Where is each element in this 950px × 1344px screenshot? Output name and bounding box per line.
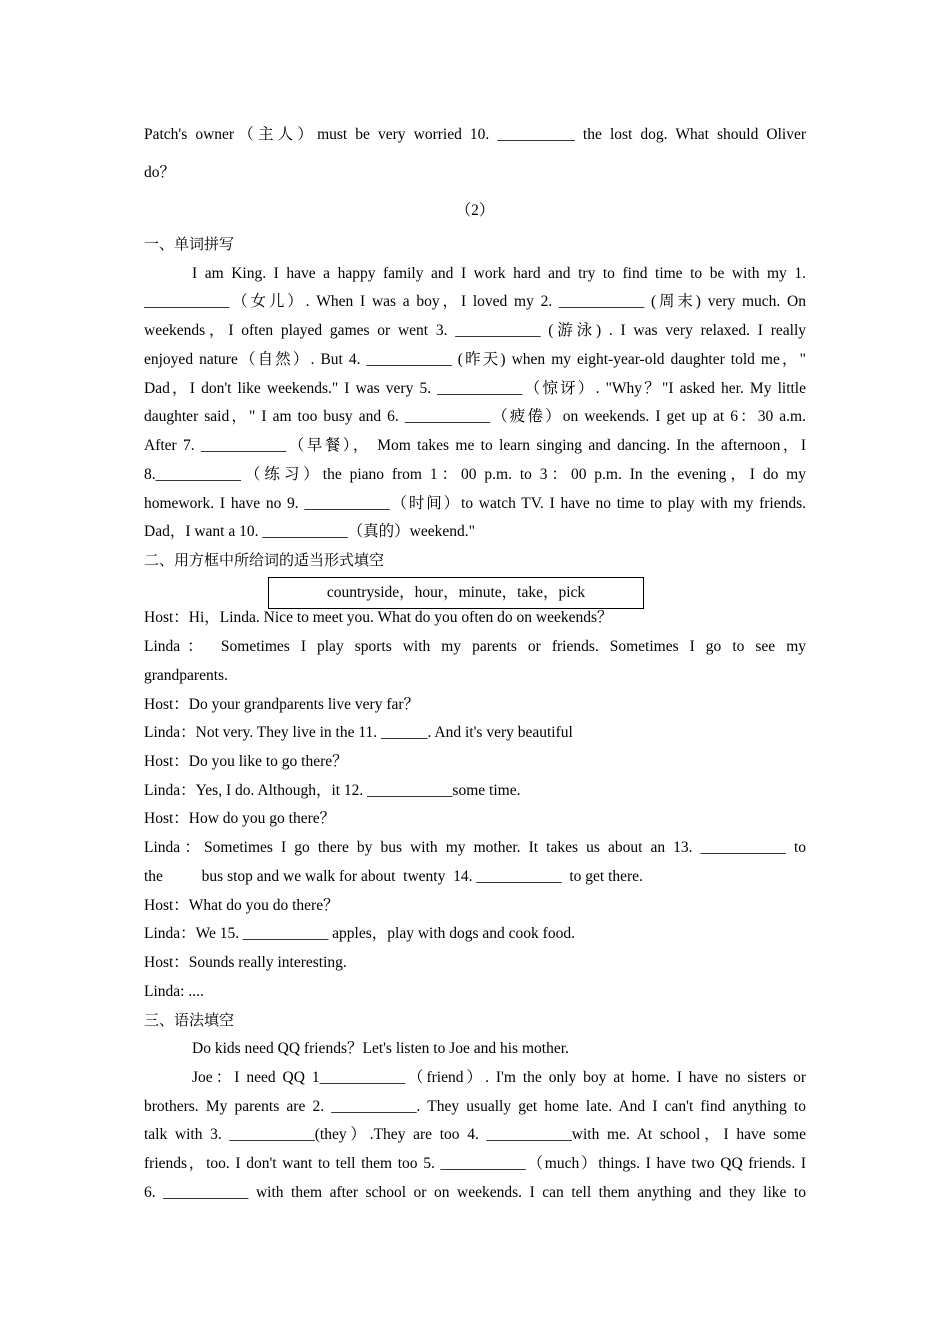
dialogue-line: Linda: ....: [144, 983, 204, 1000]
dialogue-line: Host：Hi，Linda. Nice to meet you. What do you often do on weekends？: [144, 609, 613, 626]
section-heading-grammar: 三、语法填空: [144, 1011, 235, 1029]
section-number: （2）: [455, 202, 495, 219]
text-line: Do kids need QQ friends？Let's listen to Joe and his mother.: [192, 1040, 569, 1057]
word-box: countryside，hour，minute，take，pick: [268, 577, 644, 609]
dialogue-line: Host：Do your grandparents live very far？: [144, 696, 420, 713]
text-line: Dad，I don't like weekends." I was very 5. ___________（惊讶）. "Why？"I asked her. My little: [144, 380, 806, 397]
text-line: daughter said，" I am too busy and 6. ___________（疲倦）on weekends. I get up at 6：30 a.m.: [144, 408, 806, 425]
text-line: Joe：I need QQ 1___________（friend）. I'm the only boy at home. I have no sisters or: [192, 1069, 806, 1086]
text-line: weekends，I often played games or went 3. ___________ (游泳) . I was very relaxed. I really: [144, 322, 806, 339]
dialogue-line: Linda： Sometimes I play sports with my parents or friends. Sometimes I go to see my: [144, 638, 806, 655]
text-line: talk with 3. ___________(they）.They are too 4. ___________with me. At school，I have some: [144, 1126, 806, 1143]
dialogue-line: Host：Sounds really interesting.: [144, 954, 347, 971]
dialogue-line: Linda：Sometimes I go there by bus with my mother. It takes us about an 13. ___________ to: [144, 839, 806, 856]
text-line: enjoyed nature（自然）. But 4. ___________ (昨天) when my eight-year-old daughter told me，": [144, 351, 806, 368]
dialogue-line: Host：What do you do there？: [144, 897, 339, 914]
text-line: homework. I have no 9. ___________（时间）to watch TV. I have no time to play with my friends.: [144, 495, 806, 512]
dialogue-line: the bus stop and we walk for about twenty 14. ___________ to get there.: [144, 868, 643, 885]
text-line: After 7. ___________（早餐）， Mom takes me to learn singing and dancing. In the afternoon，I: [144, 437, 806, 454]
text-line: 8.___________（练习）the piano from 1：00 p.m. to 3：00 p.m. In the evening，I do my: [144, 466, 806, 483]
text-line: I am King. I have a happy family and I work hard and try to find time to be with my 1.: [192, 265, 806, 282]
dialogue-line: Host：How do you go there？: [144, 810, 336, 827]
text-line: brothers. My parents are 2. ___________. They usually get home late. And I can't find anything to: [144, 1098, 806, 1115]
text-line: Dad，I want a 10. ___________（真的）weekend.": [144, 523, 475, 540]
text-line: 6. ___________ with them after school or on weekends. I can tell them anything and they like to: [144, 1184, 806, 1201]
text-line: ___________（女儿）. When I was a boy，I loved my 2. ___________ (周末) very much. On: [144, 293, 806, 310]
dialogue-line: Linda：Not very. They live in the 11. ______. And it's very beautiful: [144, 724, 573, 741]
text-line: friends，too. I don't want to tell them too 5. ___________（much）things. I have two QQ friends. I: [144, 1155, 806, 1172]
dialogue-line: Linda：Yes, I do. Although，it 12. ___________some time.: [144, 782, 521, 799]
dialogue-line: Host：Do you like to go there？: [144, 753, 348, 770]
dialogue-line: grandparents.: [144, 667, 228, 684]
section-heading-spelling: 一、单词拼写: [144, 235, 235, 253]
text-line: do？: [144, 164, 176, 181]
section-heading-word-box: 二、用方框中所给词的适当形式填空: [144, 551, 385, 569]
dialogue-line: Linda：We 15. ___________ apples，play with dogs and cook food.: [144, 925, 575, 942]
text-line: Patch's owner（主人）must be very worried 10. __________ the lost dog. What should Oliver: [144, 126, 806, 143]
